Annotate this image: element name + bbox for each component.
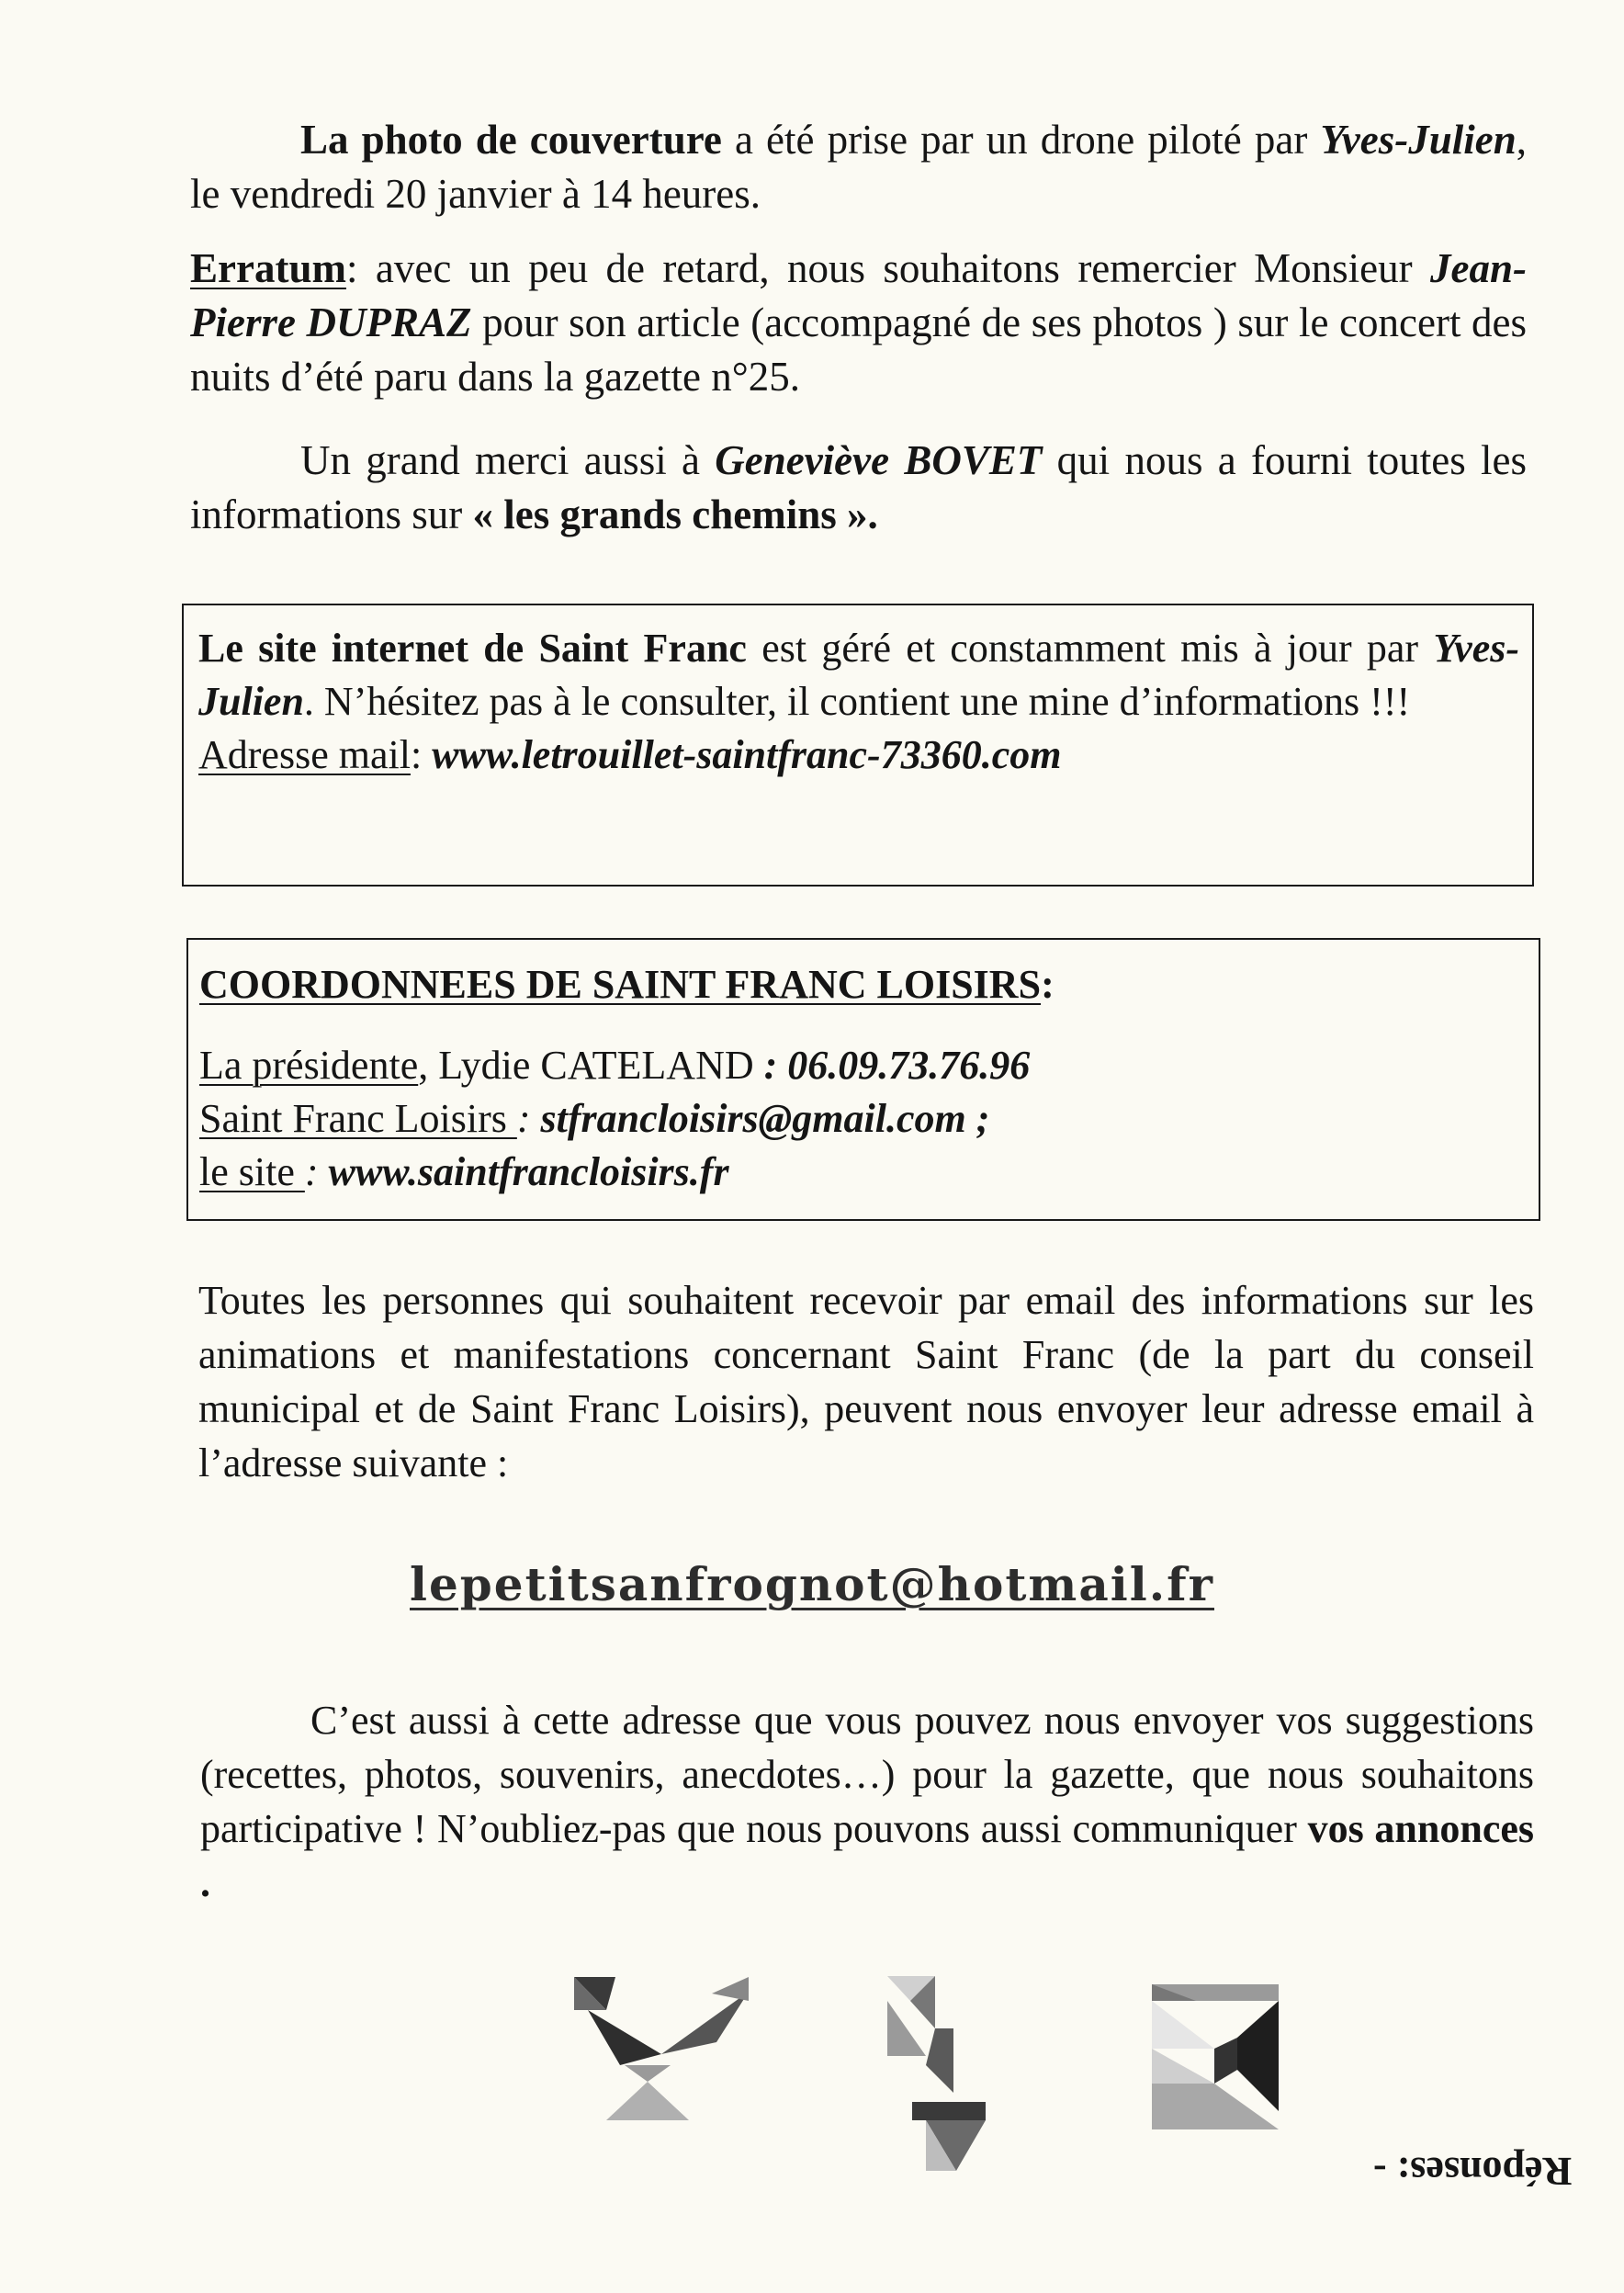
president-line bbox=[199, 1039, 1526, 1092]
loisirs-line bbox=[199, 1092, 1526, 1146]
loisirs-email[interactable]: stfrancloisirs@gmail.com ; bbox=[540, 1096, 990, 1141]
newsletter-paragraph: Toutes les personnes qui souhaitent recevoir par email des informations sur les animations et manifestations concernant Saint Franc (de la part du conseil municipal et de Saint Franc Loisirs), peuvent nous envoyer leur adresse email à l’adresse suivante : bbox=[198, 1278, 1534, 1485]
loisirs-label: Saint Franc Loisirs bbox=[199, 1096, 517, 1141]
president-name: , Lydie CATELAND bbox=[418, 1043, 764, 1088]
cover-photo-date: , le vendredi 20 janvier à 14 heures. bbox=[190, 117, 1527, 217]
erratum-text: : avec un peu de retard, nous souhaitons remercier Monsieur bbox=[345, 245, 1430, 291]
cover-photo-paragraph bbox=[190, 113, 1527, 221]
website-text-1: est géré et constamment mis à jour par bbox=[746, 626, 1434, 671]
thanks-name: Geneviève BOVET bbox=[715, 437, 1043, 483]
reponses-label: Réponses: - bbox=[1373, 2149, 1573, 2194]
president-phone[interactable]: : 06.09.73.76.96 bbox=[763, 1043, 1031, 1088]
website-url[interactable]: www.letrouillet-saintfranc-73360.com bbox=[432, 732, 1062, 777]
suggestions-text: C’est aussi à cette adresse que vous pouvez nous envoyer vos suggestions (recettes, photos, souvenirs, anecdotes…) pour la gazette, que nous souhaitons participative ! N’oubliez-pas que nous pouvons aussi communiquer bbox=[200, 1698, 1534, 1851]
tangram-shape-2 bbox=[885, 1973, 995, 2175]
address-label: Adresse mail bbox=[198, 732, 411, 777]
erratum-label: Erratum bbox=[190, 245, 346, 291]
website-box bbox=[182, 604, 1534, 887]
cover-photo-text: a été prise par un drone piloté par bbox=[721, 117, 1321, 163]
loisirs-site-url[interactable]: www.saintfrancloisirs.fr bbox=[328, 1149, 729, 1194]
tangram-shape-1 bbox=[570, 1973, 753, 2125]
suggestions-paragraph bbox=[200, 1693, 1534, 1910]
website-address-line bbox=[198, 729, 1519, 782]
contact-email[interactable] bbox=[0, 1557, 1624, 1611]
vos-annonces: vos annonces . bbox=[200, 1806, 1534, 1905]
thanks-text-middle: qui nous a fourni toutes les informations sur bbox=[190, 437, 1527, 537]
contacts-box bbox=[186, 938, 1540, 1221]
website-lead: Le site internet de Saint Franc bbox=[198, 626, 747, 671]
president-label: La présidente bbox=[199, 1043, 419, 1088]
thanks-text: Un grand merci aussi à bbox=[300, 437, 716, 483]
contacts-title: COORDONNEES DE SAINT FRANC LOISIRS bbox=[199, 962, 1042, 1007]
erratum-text-end: pour son article (accompagné de ses photos ) sur le concert des nuits d’été paru dans la gazette n°25. bbox=[190, 299, 1527, 400]
site-line bbox=[199, 1146, 1526, 1199]
contacts-title-line bbox=[199, 958, 1526, 1011]
contact-email-text[interactable]: lepetitsanfrognot@hotmail.fr bbox=[410, 1557, 1214, 1611]
erratum-paragraph bbox=[190, 242, 1527, 404]
website-text bbox=[198, 622, 1519, 729]
site-label: le site bbox=[199, 1149, 305, 1194]
cover-photo-lead: La photo de couverture bbox=[300, 117, 722, 163]
address-colon: : bbox=[410, 732, 433, 777]
grands-chemins: « les grands chemins ». bbox=[472, 491, 878, 537]
site-colon: : bbox=[304, 1149, 329, 1194]
tangram-shape-3 bbox=[1150, 1982, 1283, 2137]
loisirs-colon: : bbox=[516, 1096, 541, 1141]
website-text-2: . N’hésitez pas à le consulter, il contient une mine d’informations !!! bbox=[303, 679, 1411, 724]
thanks-paragraph bbox=[190, 434, 1527, 542]
photographer-name: Yves-Julien bbox=[1320, 117, 1517, 163]
webmaster-name: Yves-Julien bbox=[198, 626, 1519, 724]
erratum-name: Jean-Pierre DUPRAZ bbox=[190, 245, 1527, 345]
contacts-title-colon: : bbox=[1041, 962, 1054, 1007]
